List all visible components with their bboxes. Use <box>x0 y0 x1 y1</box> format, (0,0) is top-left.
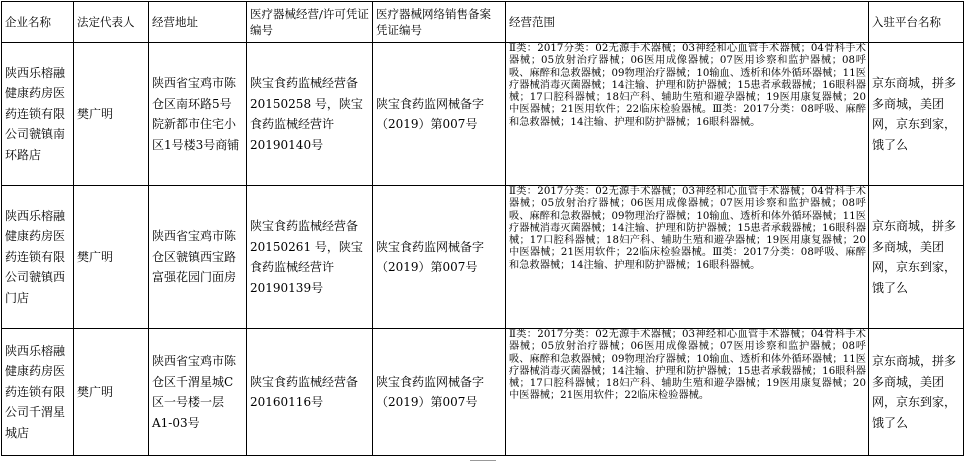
business-address: 陕西省宝鸡市陈仓区千渭星城C区一号楼一层A1-03号 <box>149 329 247 456</box>
header-license: 医疗器械经营/许可凭证编号 <box>247 2 373 43</box>
platform-names: 京东商城，拼多多商城，美团网，京东到家，饿了么 <box>869 186 964 329</box>
page-edge-divider <box>470 460 496 461</box>
network-record-number: 陕宝食药监网械备字（2019）第007号 <box>373 329 506 456</box>
header-scope: 经营范围 <box>506 2 869 43</box>
network-record-number: 陕宝食药监网械备字（2019）第007号 <box>373 186 506 329</box>
license-number: 陕宝食药监械经营备 20160116号 <box>247 329 373 456</box>
store-registry-table <box>1 1 964 456</box>
header-platform: 入驻平台名称 <box>869 2 964 43</box>
header-row <box>2 2 964 43</box>
header-address: 经营地址 <box>149 2 247 43</box>
license-number: 陕宝食药监械经营备 20150258 号，陕宝食药监械经营许 20190140号 <box>247 43 373 186</box>
enterprise-name: 陕西乐榕融健康药房医药连锁有限公司虢镇西门店 <box>2 186 74 329</box>
enterprise-name: 陕西乐榕融健康药房医药连锁有限公司虢镇南环路店 <box>2 43 74 186</box>
platform-names: 京东商城，拼多多商城，美团网，京东到家，饿了么 <box>869 43 964 186</box>
legal-representative: 樊广明 <box>74 186 149 329</box>
legal-representative: 樊广明 <box>74 329 149 456</box>
header-name: 企业名称 <box>2 2 74 43</box>
header-network: 医疗器械网络销售备案凭证编号 <box>373 2 506 43</box>
business-address: 陕西省宝鸡市陈仓区南环路5号院新都市住宅小区1号楼3号商铺 <box>149 43 247 186</box>
business-address: 陕西省宝鸡市陈仓区虢镇西宝路富强花园门面房 <box>149 186 247 329</box>
network-record-number: 陕宝食药监网械备字（2019）第007号 <box>373 43 506 186</box>
business-scope: Ⅱ类：2017分类：02无源手术器械；03神经和心血管手术器械；04骨科手术器械；05放射治疗器械；06医用成像器械；07医用诊察和监护器械；08呼吸、麻醉和急救器械；09物理治疗器械；10输血、透析和体外循环器械；11医疗器械消毒灭菌器械；14注输、护理和防护器械；15患者承载器械；16眼科器械；17口腔科器械；18妇产科、辅助生殖和避孕器械；19医用康复器械；20中医器械；21医用软件；22临床检验器械。Ⅲ类：2017分类：08呼吸、麻醉和急救器械；14注输、护理和防护器械；16眼科器械。 <box>506 186 869 329</box>
business-scope: Ⅱ类：2017分类：02无源手术器械；03神经和心血管手术器械；04骨科手术器械；05放射治疗器械；06医用成像器械；07医用诊察和监护器械；08呼吸、麻醉和急救器械；09物理治疗器械；10输血、透析和体外循环器械；11医疗器械消毒灭菌器械；14注输、护理和防护器械；15患者承载器械；16眼科器械；17口腔科器械；18妇产科、辅助生殖和避孕器械；19医用康复器械；20中医器械；21医用软件；22临床检验器械。Ⅲ类：2017分类：08呼吸、麻醉和急救器械；14注输、护理和防护器械；16眼科器械。 <box>506 43 869 186</box>
table-row <box>2 186 964 329</box>
table-row <box>2 329 964 456</box>
enterprise-name: 陕西乐榕融健康药房医药连锁有限公司千渭星城店 <box>2 329 74 456</box>
license-number: 陕宝食药监械经营备 20150261 号，陕宝食药监械经营许 20190139号 <box>247 186 373 329</box>
platform-names: 京东商城，拼多多商城，美团网，京东到家，饿了么 <box>869 329 964 456</box>
legal-representative: 樊广明 <box>74 43 149 186</box>
business-scope: Ⅱ类：2017分类：02无源手术器械；03神经和心血管手术器械；04骨科手术器械；05放射治疗器械；06医用成像器械；07医用诊察和监护器械；08呼吸、麻醉和急救器械；09物理治疗器械；10输血、透析和体外循环器械；11医疗器械消毒灭菌器械；14注输、护理和防护器械；15患者承载器械；16眼科器械；17口腔科器械；18妇产科、辅助生殖和避孕器械；19医用康复器械；20中医器械；21医用软件；22临床检验器械。 <box>506 329 869 456</box>
header-rep: 法定代表人 <box>74 2 149 43</box>
table-row <box>2 43 964 186</box>
